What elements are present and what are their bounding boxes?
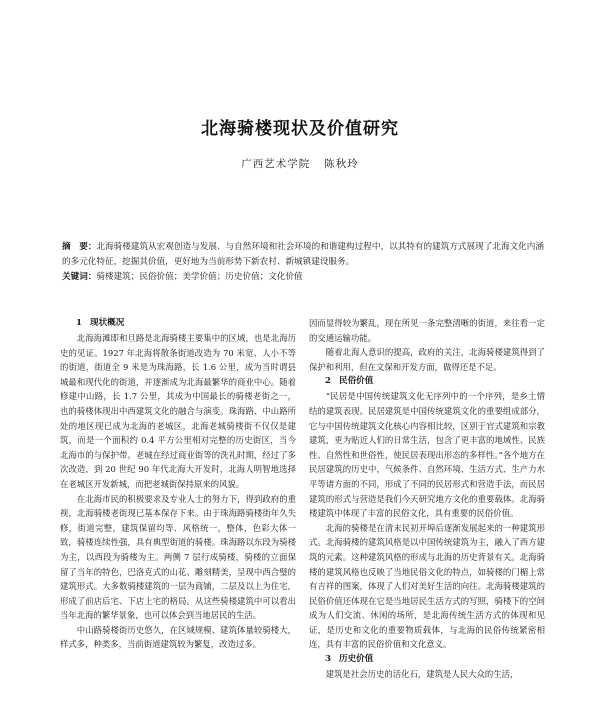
keywords [62,270,544,284]
section-number: 2 [325,376,331,387]
section-heading-2 [309,374,545,389]
section-heading-3 [309,652,545,667]
section-number: 1 [76,318,82,328]
section-title: 现状概况 [89,318,125,328]
paragraph: “民居是中国传统建筑文化无序列中的一个序列，是乡土情结的建筑表现。民居建筑是中国传统建筑文化的重要组成部分，它与中国传统建筑文化核心内容相比较，区别于官式建筑和宗教建筑，更为贴近人们的日常生活，包含了更丰富的地域性、民族性、自然性和世俗性，使民居表现出形态的多样性。”各个地方在民居建筑的历史中，气候条件、自然环境、生活方式、生产力水平等诸方面的不同，形成了不同的民居形式和营造手法，而民居建筑的形式与营造是我们今天研究地方文化的重要载体。北海骑楼建筑中体现了丰富的民俗文化，具有重要的民俗价值。 [309,391,545,519]
paragraph: 北海的骑楼是在清末民初开埠后逐渐发展起来的一种建筑形式。北海骑楼的建筑风格是以中国传统建筑为主，融入了西方建筑的元素。这种建筑风格的形成与北海的历史背景有关。北海骑楼的建筑风格也反映了当地民俗文化的特点，如骑楼的门楣上常有吉祥的图案，体现了人们对美好生活的向往。北海骑楼建筑的民俗价值还体现在它是当地居民生活方式的写照，骑楼下的空间成为人们交流、休闲的场所，是北海传统生活方式的体现和见证，是历史和文化的重要物质载体，与北海的民俗传统紧密相连，具有丰富的民俗价值和文化意义。 [309,522,545,650]
keywords-label: 关键词： [62,272,97,282]
section-number: 3 [325,654,331,665]
section-heading-1 [60,316,296,331]
author-affiliation: 广西艺术学院 [241,158,311,170]
author-name: 陈秋玲 [324,158,359,170]
paragraph: 在北海市民的积极要求及专业人士的努力下，得到政府的重视，北海骑楼老街现已基本保存下来。由于珠海路骑楼街年久失修，街道完整，建筑保留均等、风格统一，整体，色彩大体一致，骑楼连续性强，具有典型街道的骑楼。珠海路以东段为骑楼为主，以西段为骑楼为主。两侧 7 层行成骑楼，骑楼的立面保留了当年的特色，巴洛克式的山花、雕刻精美，呈现中西合璧的建筑形式。大多数骑楼建筑的一层为商铺，二层及以上为住宅，形成了前店后宅、下店上宅的格局。从这些骑楼建筑中可以看出当年北海的繁华景象，也可以体会到当地居民的生活。 [60,493,296,621]
abstract-text: 北海骑楼建筑从宏观创造与发展、与自然环境和社会环境的和谐建构过程中，以其特有的建筑方式展现了北海文化内涵的多元化特征，挖掘其价值，更好地为当前形势下新农村、新城镇建设服务。 [62,242,544,267]
abstract [62,240,544,270]
paragraph: 随着北海人意识的提高，政府的关注，北海骑楼建筑得到了保护和利用，但在文保和开发方面，做得还是不足。 [309,347,545,372]
paragraph: 建筑是社会历史的活化石，建筑是人民大众的生活， [325,669,519,680]
paragraph: 因而显得较为繁乱，现在所见一条完整清晰的街道，来往看一定的交通运输功能。 [309,318,545,343]
paper-title: 北海骑楼现状及价值研究 [201,119,399,139]
keywords-text: 骑楼建筑；民俗价值；美学价值；历史价值；文化价值 [96,272,303,282]
paragraph: 北海海滩即和旦路是北海骑楼主要集中的区域，也是北海历史的见证。1927 年北海将散条街道改造为 70 米宽、人小不等的街道，街道全 9 米是为珠海路，长 1.6 公里，成为当时谓县城最和现代化的街道，并逐渐成为北海最繁华的商业中心。随着修建中山路，长 1.7 公里，其成为中国最长的骑楼老街之一，也的骑楼体现出中西建筑文化的融合与演变。珠海路、中山路所处的地区现已成为北海的老城区，北海老城骑楼街不仅仅是建筑，而是一个面积约 0.4 平方公里相对完整的历史街区，当今北海市的与保护带。老城在经过商业街等的洗礼时期，经过了多次改造，到 20 世纪 90 年代北海大开发时，北海人明智地选择在老城区开发新城，而把老城街保持原来的风貌。 [60,333,296,489]
author-line [0,156,600,171]
section-title: 历史价值 [338,654,374,665]
abstract-label: 摘 要： [62,242,97,252]
left-column [60,316,296,712]
paragraph: 中山路骑楼街历史悠久，在区域规模、建筑体量较骑楼大，样式多，种类多，当前街道建筑较为繁复，改造过多。 [60,624,296,650]
right-column [309,316,545,712]
section-title: 民俗价值 [338,376,374,387]
